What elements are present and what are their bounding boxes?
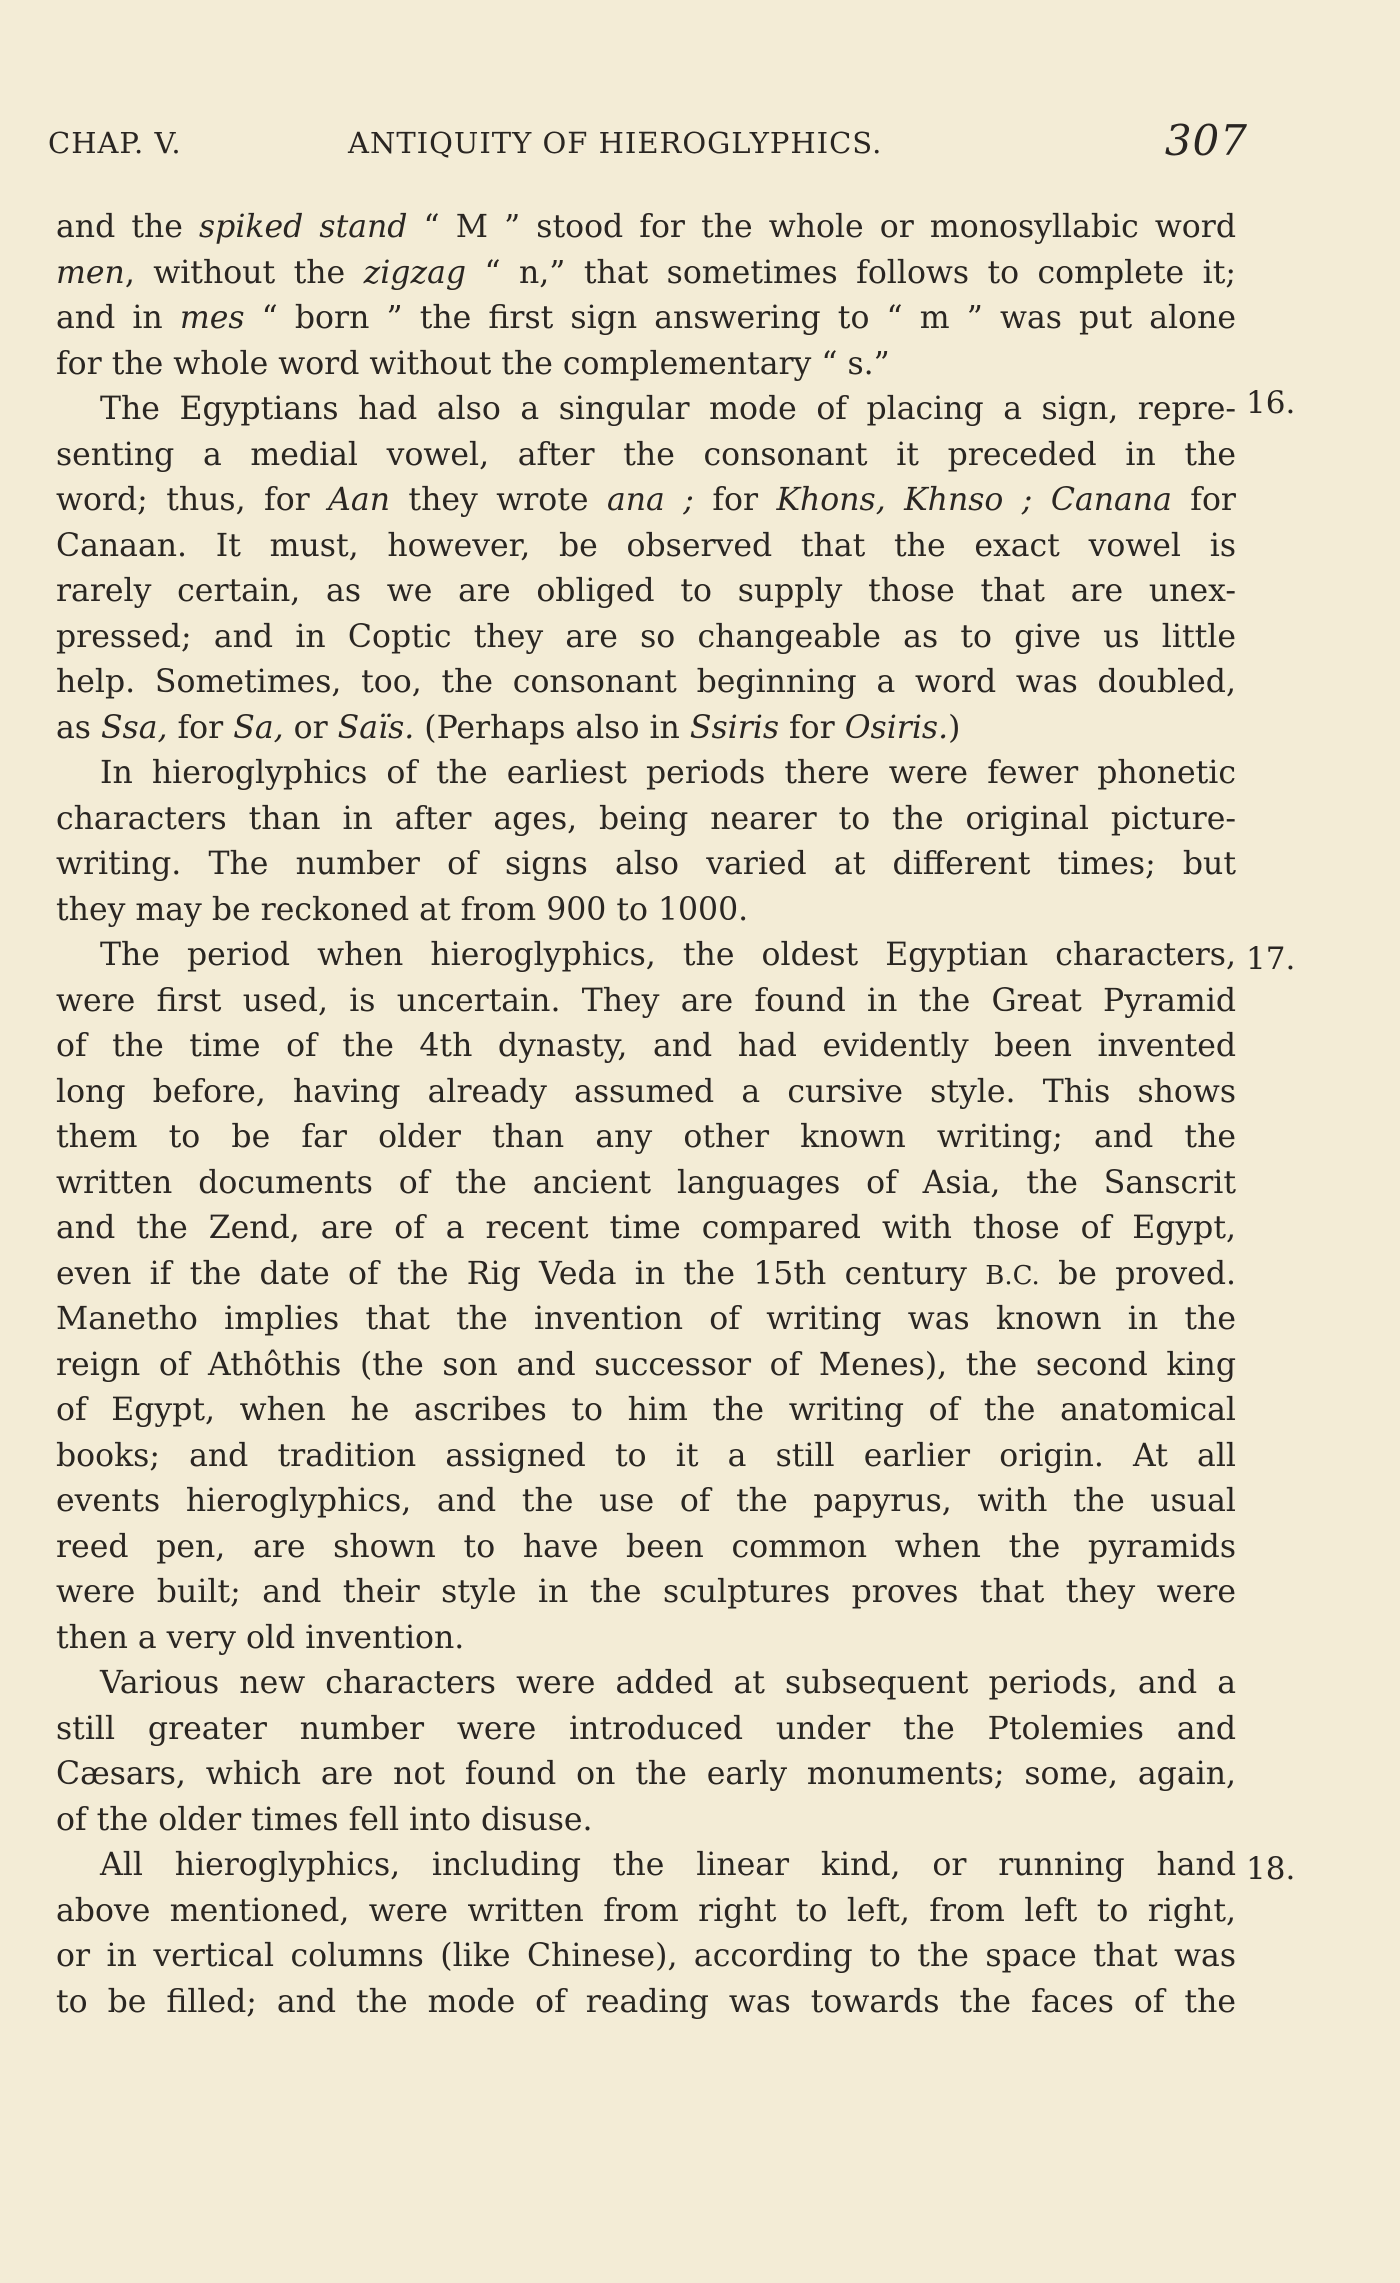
text-line: of the older times fell into disuse. — [56, 1801, 593, 1838]
text-line: Cæsars, which are not found on the early monuments; some, again, — [56, 1756, 1236, 1792]
text-line: or in vertical columns (like Chinese), according to the space that was — [56, 1938, 1236, 1974]
text-line: The Egyptians had also a singular mode of placing a sign, repre- 16. — [56, 387, 1236, 433]
text-line: written documents of the ancient languages of Asia, the Sanscrit — [56, 1164, 1236, 1201]
chapter-label: CHAP. V. — [48, 126, 182, 160]
text-line: and the spiked stand “ M ” stood for the whole or monosyllabic word — [56, 209, 1236, 245]
text-line: word; thus, for Aan they wrote ana ; for Khons, Khnso ; Canana for — [56, 482, 1236, 518]
paragraph-6 — [56, 1843, 1296, 2025]
text-line: to be filled; and the mode of reading was towards the faces of the — [56, 1983, 1236, 2020]
text-line: senting a medial vowel, after the consonant it preceded in the — [56, 436, 1236, 473]
text-line: of Egypt, when he ascribes to him the writing of the anatomical — [56, 1392, 1236, 1428]
text-line: for the whole word without the complementary “ s.” — [56, 345, 890, 382]
text-line: of the time of the 4th dynasty, and had evidently been invented — [56, 1028, 1236, 1064]
text-line: help. Sometimes, too, the consonant beginning a word was doubled, — [56, 664, 1236, 700]
text-line: events hieroglyphics, and the use of the papyrus, with the usual — [56, 1483, 1236, 1519]
text-line: were built; and their style in the sculptures proves that they were — [56, 1574, 1236, 1610]
text-line: pressed; and in Coptic they are so changeable as to give us little — [56, 618, 1236, 655]
text-line: above mentioned, were written from right to left, from left to right, — [56, 1892, 1236, 1929]
paragraph-5 — [56, 1661, 1236, 1843]
section-number-18: 18. — [1246, 1851, 1296, 1887]
text-line: Manetho implies that the invention of writing was known in the — [56, 1301, 1236, 1337]
text-line: books; and tradition assigned to it a still earlier origin. At all — [56, 1437, 1236, 1474]
text-line: men, without the zigzag “ n,” that sometimes follows to complete it; — [56, 254, 1236, 291]
paragraph-1 — [56, 205, 1236, 387]
text-line: writing. The number of signs also varied at different times; but — [56, 846, 1236, 882]
text-line: they may be reckoned at from 900 to 1000. — [56, 891, 749, 928]
paragraph-2 — [56, 385, 1296, 751]
paragraph-4 — [56, 933, 1296, 1661]
paragraph-3 — [56, 751, 1236, 933]
page-number: 307 — [1164, 116, 1248, 165]
text-line: still greater number were introduced under the Ptolemies and — [56, 1710, 1236, 1747]
text-line: and the Zend, are of a recent time compared with those of Egypt, — [56, 1210, 1236, 1246]
text-line: were first used, is uncertain. They are found in the Great Pyramid — [56, 982, 1236, 1019]
text-line: even if the date of the Rig Veda in the 15th century B.C. be proved. — [56, 1255, 1236, 1292]
text-line: reign of Athôthis (the son and successor of Menes), the second king — [56, 1346, 1236, 1383]
text-line: In hieroglyphics of the earliest periods there were fewer phonetic — [100, 755, 1236, 791]
text-line: then a very old invention. — [56, 1619, 465, 1656]
text-line: All hieroglyphics, including the linear kind, or running hand 18. — [56, 1843, 1236, 1889]
section-number-17: 17. — [1246, 941, 1296, 977]
text-line: characters than in after ages, being nearer to the original picture- — [56, 800, 1236, 837]
text-line: long before, having already assumed a cursive style. This shows — [56, 1073, 1236, 1110]
text-line: Canaan. It must, however, be observed that the exact vowel is — [56, 527, 1236, 564]
text-line: them to be far older than any other known writing; and the — [56, 1119, 1236, 1155]
text-line: and in mes “ born ” the first sign answering to “ m ” was put alone — [56, 300, 1236, 336]
text-line: Various new characters were added at subsequent periods, and a — [100, 1665, 1236, 1701]
page-body — [56, 205, 1296, 2025]
text-line: reed pen, are shown to have been common when the pyramids — [56, 1528, 1236, 1565]
section-number-16: 16. — [1246, 385, 1296, 421]
text-line: rarely certain, as we are obliged to supply those that are unex- — [56, 573, 1236, 609]
text-line: The period when hieroglyphics, the oldest Egyptian characters, 17. — [56, 933, 1236, 979]
running-header — [48, 118, 1248, 170]
text-line: as Ssa, for Sa, or Saïs. (Perhaps also in Ssiris for Osiris.) — [56, 709, 961, 746]
running-title: ANTIQUITY OF HIEROGLYPHICS. — [348, 126, 883, 160]
